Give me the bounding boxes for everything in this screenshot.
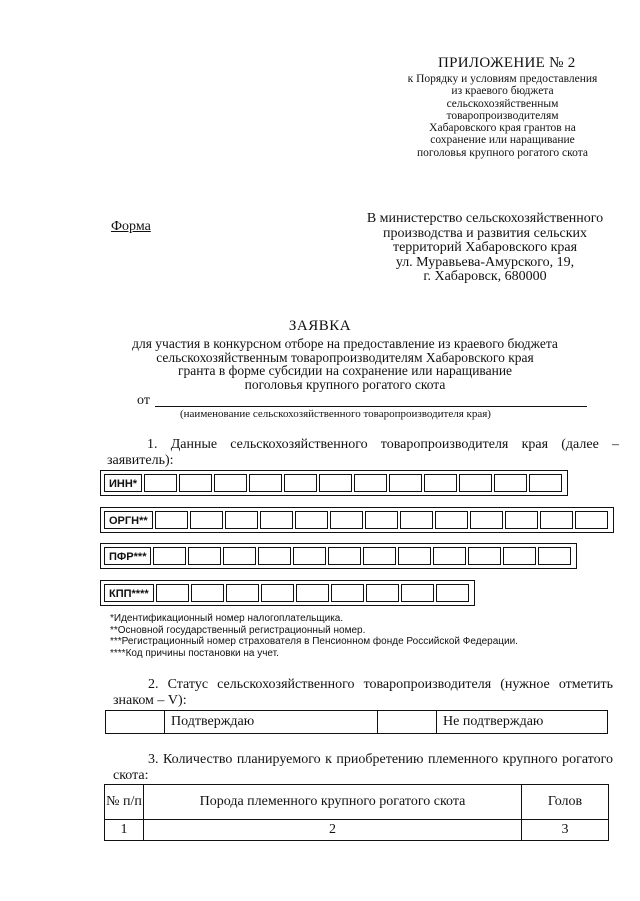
footnote: **Основной государственный регистрационный номер.: [110, 624, 366, 636]
digit-cell[interactable]: [424, 474, 457, 492]
addressee-line: производства и развития сельских: [382, 225, 588, 241]
status-confirm-checkbox[interactable]: [106, 711, 165, 734]
form-label: Форма: [111, 219, 151, 234]
digit-cell[interactable]: [153, 547, 186, 565]
digit-cell[interactable]: [190, 511, 223, 529]
column-header-number: № п/п: [105, 785, 144, 820]
digit-cell[interactable]: [328, 547, 361, 565]
digit-cell[interactable]: [144, 474, 177, 492]
digit-cell[interactable]: [401, 584, 434, 602]
appendix-line: товаропроизводителям: [446, 109, 559, 122]
column-number-cell: 3: [522, 820, 609, 841]
footnotes: [110, 613, 518, 659]
status-confirm-label: Подтверждаю: [165, 711, 378, 734]
from-label: от: [137, 393, 150, 408]
purpose-line: гранта в форме субсидии на сохранение или наращивание: [177, 363, 513, 378]
digit-cell[interactable]: [295, 511, 328, 529]
addressee-line: территорий Хабаровского края: [392, 240, 578, 255]
column-header-heads: Голов: [522, 785, 609, 820]
digit-cell[interactable]: [260, 511, 293, 529]
appendix-title: ПРИЛОЖЕНИЕ № 2: [438, 55, 576, 71]
appendix-line: к Порядку и условиям предоставления: [407, 73, 598, 85]
digit-cell[interactable]: [330, 511, 363, 529]
addressee-block: [340, 212, 630, 285]
section-3-text: 3. Количество планируемого к приобретению племенного крупного рогатого скота:: [113, 752, 613, 783]
applicant-name-caption: (наименование сельскохозяйственного товаропроизводителя края): [180, 408, 491, 420]
digit-cell[interactable]: [296, 584, 329, 602]
digit-cell[interactable]: [398, 547, 431, 565]
digit-cell[interactable]: [354, 474, 387, 492]
digit-cell[interactable]: [538, 547, 571, 565]
digit-cell[interactable]: [225, 511, 258, 529]
digit-cell[interactable]: [529, 474, 562, 492]
digit-cell[interactable]: [494, 474, 527, 492]
digit-cell[interactable]: [191, 584, 224, 602]
column-number-cell: 2: [144, 820, 522, 841]
appendix-line: сельскохозяйственным: [446, 97, 559, 110]
kpp-label: КПП****: [104, 584, 154, 602]
page-title: ЗАЯВКА: [288, 318, 352, 334]
footnote: ***Регистрационный номер страхователя в Пенсионном фонде Российской Федерации.: [110, 636, 518, 648]
digit-cell[interactable]: [433, 547, 466, 565]
addressee-line: г. Хабаровск, 680000: [423, 269, 547, 284]
digit-cell[interactable]: [400, 511, 433, 529]
status-table: [105, 710, 608, 734]
appendix-line: поголовья крупного рогатого скота: [417, 146, 588, 159]
appendix-subtitle: [385, 73, 620, 159]
digit-cell[interactable]: [505, 511, 538, 529]
column-header-breed: Порода племенного крупного рогатого скота: [144, 785, 522, 820]
digit-cell[interactable]: [261, 584, 294, 602]
applicant-name-field[interactable]: [155, 406, 587, 407]
purpose-text: [95, 337, 595, 391]
digit-cell[interactable]: [389, 474, 422, 492]
kpp-field[interactable]: [100, 580, 475, 606]
pfr-cells[interactable]: [153, 547, 573, 565]
digit-cell[interactable]: [156, 584, 189, 602]
inn-cells[interactable]: [144, 474, 564, 492]
status-decline-checkbox[interactable]: [378, 711, 437, 734]
appendix-line: сохранение или наращивание: [430, 134, 575, 147]
footnote: *Идентификационный номер налогоплательщика.: [110, 613, 344, 624]
digit-cell[interactable]: [214, 474, 247, 492]
purpose-line: для участия в конкурсном отборе на предоставление из краевого бюджета: [132, 336, 558, 351]
digit-cell[interactable]: [223, 547, 256, 565]
digit-cell[interactable]: [468, 547, 501, 565]
digit-cell[interactable]: [249, 474, 282, 492]
digit-cell[interactable]: [470, 511, 503, 529]
digit-cell[interactable]: [293, 547, 326, 565]
status-decline-label: Не подтверждаю: [437, 711, 608, 734]
inn-field[interactable]: [100, 470, 568, 496]
kpp-cells[interactable]: [156, 584, 471, 602]
digit-cell[interactable]: [258, 547, 291, 565]
digit-cell[interactable]: [503, 547, 536, 565]
digit-cell[interactable]: [575, 511, 608, 529]
digit-cell[interactable]: [363, 547, 396, 565]
purpose-line: сельскохозяйственным товаропроизводителям Хабаровского края: [156, 349, 534, 365]
ogrn-label: ОРГН**: [104, 511, 153, 529]
digit-cell[interactable]: [435, 511, 468, 529]
digit-cell[interactable]: [188, 547, 221, 565]
appendix-line: из краевого бюджета: [451, 85, 554, 98]
digit-cell[interactable]: [331, 584, 364, 602]
pfr-label: ПФР***: [104, 547, 151, 565]
addressee-line: ул. Муравьева-Амурского, 19,: [395, 254, 575, 270]
digit-cell[interactable]: [226, 584, 259, 602]
digit-cell[interactable]: [284, 474, 317, 492]
appendix-line: Хабаровского края грантов на: [429, 122, 576, 135]
digit-cell[interactable]: [459, 474, 492, 492]
section-1-text: 1. Данные сельскохозяйственного товаропроизводителя края (далее – заявитель):: [107, 437, 619, 468]
digit-cell[interactable]: [155, 511, 188, 529]
digit-cell[interactable]: [540, 511, 573, 529]
footnote: ****Код причины постановки на учет.: [110, 647, 279, 659]
digit-cell[interactable]: [179, 474, 212, 492]
section-2-text: 2. Статус сельскохозяйственного товаропроизводителя (нужное отметить знаком – V):: [113, 677, 613, 708]
column-number-cell: 1: [105, 820, 144, 841]
cattle-table: [104, 784, 609, 841]
pfr-field[interactable]: [100, 543, 577, 569]
digit-cell[interactable]: [319, 474, 352, 492]
ogrn-cells[interactable]: [155, 511, 610, 529]
digit-cell[interactable]: [366, 584, 399, 602]
ogrn-field[interactable]: [100, 507, 614, 533]
digit-cell[interactable]: [436, 584, 469, 602]
purpose-line: поголовья крупного рогатого скота: [244, 376, 446, 392]
digit-cell[interactable]: [365, 511, 398, 529]
addressee-line: В министерство сельскохозяйственного: [366, 211, 604, 226]
inn-label: ИНН*: [104, 474, 142, 492]
